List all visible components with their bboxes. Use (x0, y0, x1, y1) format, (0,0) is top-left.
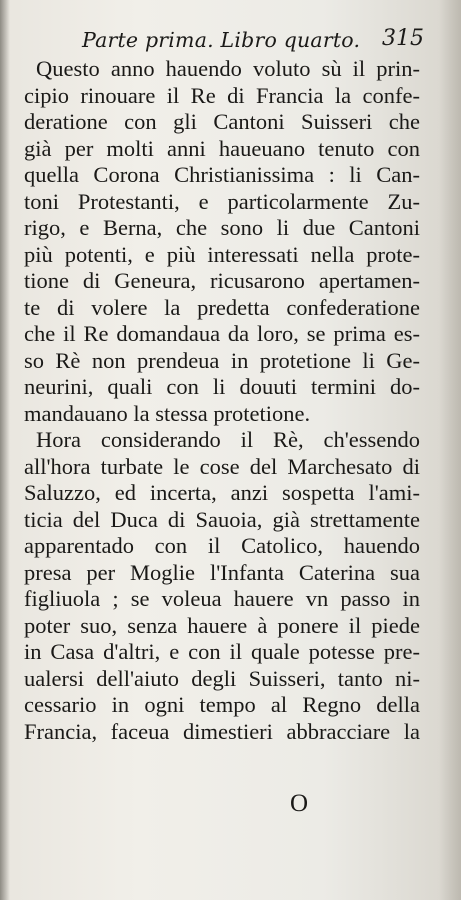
text-line: cipio rinouare il Re di Francia la confe- (24, 82, 420, 108)
text-line: figliuola ; se voleua hauere vn passo in (24, 586, 420, 611)
text-line: deratione con gli Cantoni Suisseri che (24, 109, 420, 134)
text-line: mandauano la stessa protetione. (24, 400, 311, 426)
text-line: che il Re domandaua da loro, se prima es- (24, 321, 420, 346)
text-line: tione di Geneura, ricusarono apertamen- (24, 268, 420, 293)
body-text (24, 56, 420, 745)
page-number: 315 (382, 26, 424, 51)
text-line: già per molti anni haueuano tenuto con (24, 135, 420, 161)
running-head: Parte prima. Libro quarto. (82, 28, 361, 52)
signature-mark: O (290, 790, 309, 817)
text-line: Saluzzo, ed incerta, anzi sospetta l'ami- (24, 480, 420, 505)
text-line: apparentado con il Catolico, hauendo (24, 533, 420, 558)
text-line: so Rè non prendeua in protetione li Ge- (24, 347, 420, 373)
paragraph-2 (24, 427, 420, 745)
text-line: te di volere la predetta confederatione (24, 294, 420, 320)
text-line: cessario in ogni tempo al Regno della (24, 692, 420, 717)
text-line: toni Protestanti, e particolarmente Zu- (24, 188, 420, 214)
text-line: in Casa d'altri, e con il quale potesse pre- (24, 639, 420, 664)
text-line: più potenti, e più interessati nella prote- (24, 241, 420, 267)
text-line: Hora considerando il Rè, ch'essendo (36, 427, 420, 452)
page-header (82, 26, 424, 56)
text-line: rigo, e Berna, che sono li due Cantoni (24, 215, 420, 240)
text-line: poter suo, senza hauere à ponere il piede (24, 612, 420, 638)
paragraph-1 (24, 56, 420, 427)
text-line: all'hora turbate le cose del Marchesato di (24, 453, 420, 479)
text-line: Francia, faceua dimestieri abbracciare la (24, 718, 420, 744)
text-line: ticia del Duca di Sauoia, già strettamente (24, 506, 420, 532)
text-line: ualersi dell'aiuto degli Suisseri, tanto ni- (24, 665, 420, 691)
text-line: quella Corona Christianissima : li Can- (24, 162, 420, 187)
text-line: Questo anno hauendo voluto sù il prin- (36, 56, 420, 81)
text-line: neurini, quali con li douuti termini do- (24, 374, 420, 399)
text-line: presa per Moglie l'Infanta Caterina sua (24, 559, 420, 585)
